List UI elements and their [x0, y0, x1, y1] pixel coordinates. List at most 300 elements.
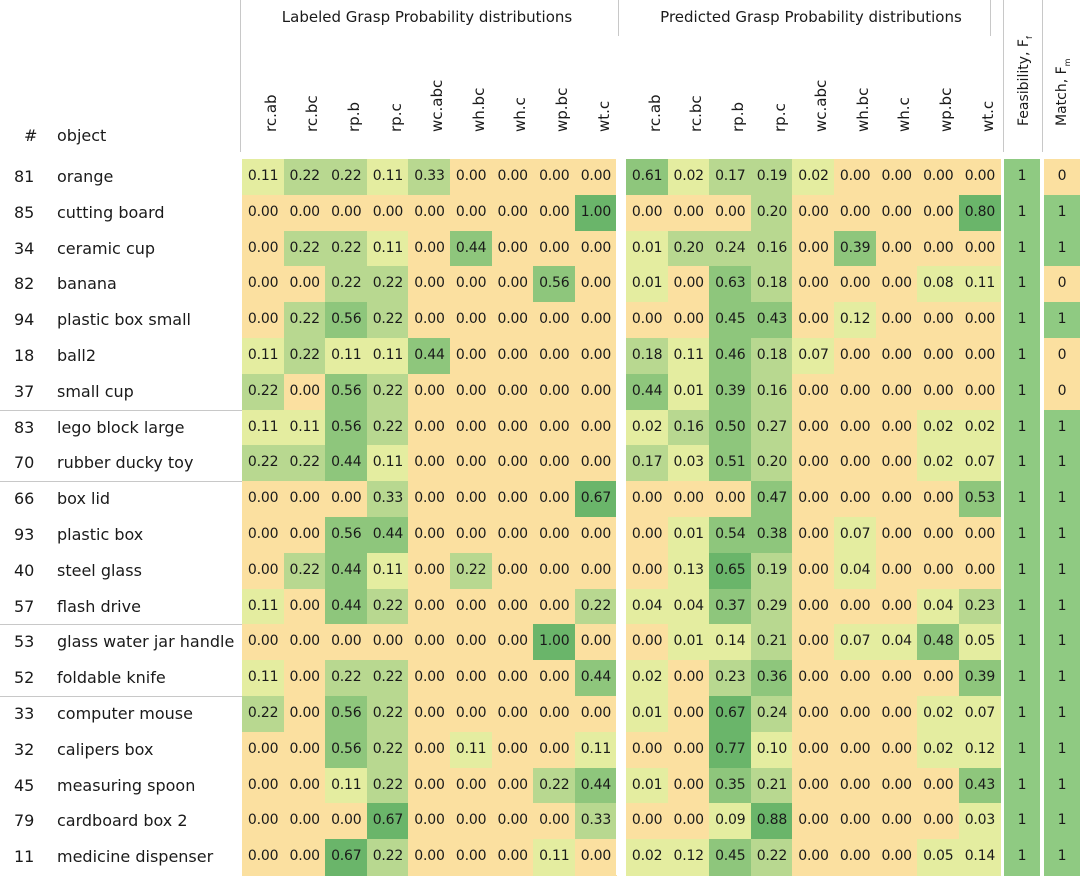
header-divider — [1003, 0, 1004, 152]
predicted-cell: 0.01 — [668, 517, 710, 553]
predicted-cell: 0.63 — [709, 266, 751, 302]
labeled-cell: 0.11 — [533, 839, 575, 875]
predicted-cell: 0.38 — [751, 517, 793, 553]
predicted-cell: 0.39 — [959, 660, 1001, 696]
predicted-group-title: Predicted Grasp Probability distributions — [660, 8, 962, 26]
predicted-col-header-label: rp.c — [770, 103, 789, 132]
predicted-cell: 0.00 — [668, 696, 710, 732]
predicted-cell: 0.00 — [668, 660, 710, 696]
labeled-cell: 0.00 — [533, 660, 575, 696]
labeled-cell: 0.00 — [367, 624, 409, 660]
labeled-cell: 0.00 — [533, 732, 575, 768]
predicted-cell: 0.07 — [959, 696, 1001, 732]
predicted-cell: 0.00 — [876, 159, 918, 195]
labeled-cell: 0.56 — [325, 517, 367, 553]
predicted-cell: 0.00 — [668, 302, 710, 338]
labeled-cell: 0.00 — [533, 445, 575, 481]
predicted-cell: 0.37 — [709, 589, 751, 625]
labeled-cell: 0.00 — [284, 803, 326, 839]
labeled-cell: 0.22 — [325, 159, 367, 195]
labeled-col-header-label: rp.c — [386, 103, 405, 132]
predicted-cell: 0.00 — [668, 266, 710, 302]
row-number: 57 — [14, 596, 35, 616]
predicted-cell: 0.65 — [709, 553, 751, 589]
row-object: plastic box small — [57, 310, 191, 330]
labeled-cell: 0.00 — [408, 696, 450, 732]
labeled-cell: 0.11 — [367, 553, 409, 589]
row-object: glass water jar handle — [57, 632, 235, 652]
predicted-cell: 0.18 — [626, 338, 668, 374]
labeled-cell: 0.22 — [284, 338, 326, 374]
predicted-cell: 0.00 — [792, 445, 834, 481]
header-divider — [618, 0, 619, 36]
labeled-cell: 0.00 — [408, 374, 450, 410]
predicted-cell: 0.00 — [792, 696, 834, 732]
match-cell: 1 — [1044, 624, 1080, 660]
predicted-cell: 0.48 — [917, 624, 959, 660]
labeled-cell: 0.00 — [492, 553, 534, 589]
labeled-cell: 0.00 — [492, 803, 534, 839]
labeled-cell: 0.22 — [367, 696, 409, 732]
labeled-cell: 0.11 — [367, 445, 409, 481]
predicted-cell: 0.00 — [626, 553, 668, 589]
predicted-cell: 0.53 — [959, 481, 1001, 517]
labeled-cell: 0.00 — [533, 195, 575, 231]
row-number: 85 — [14, 202, 35, 222]
predicted-cell: 0.01 — [626, 231, 668, 267]
labeled-col-header — [242, 36, 284, 152]
labeled-cell: 0.00 — [575, 624, 617, 660]
row-object: calipers box — [57, 739, 154, 759]
labeled-cell: 0.00 — [450, 338, 492, 374]
predicted-cell: 0.00 — [917, 803, 959, 839]
predicted-cell: 0.01 — [668, 374, 710, 410]
labeled-col-header — [408, 36, 450, 152]
predicted-cell: 0.00 — [834, 481, 876, 517]
labeled-col-header — [325, 36, 367, 152]
predicted-cell: 0.44 — [626, 374, 668, 410]
row-number: 34 — [14, 238, 35, 258]
predicted-cell: 0.16 — [668, 410, 710, 446]
predicted-cell: 0.19 — [751, 553, 793, 589]
labeled-cell: 0.00 — [533, 553, 575, 589]
predicted-cell: 0.00 — [876, 517, 918, 553]
labeled-cell: 0.22 — [242, 445, 284, 481]
predicted-cell: 0.00 — [834, 803, 876, 839]
match-cell: 1 — [1044, 553, 1080, 589]
labeled-cell: 0.00 — [242, 517, 284, 553]
labeled-cell: 0.00 — [284, 374, 326, 410]
predicted-cell: 0.02 — [626, 660, 668, 696]
feasibility-cell: 1 — [1004, 839, 1040, 875]
predicted-cell: 0.00 — [876, 410, 918, 446]
row-group-divider — [0, 624, 242, 625]
feasibility-cell: 1 — [1004, 803, 1040, 839]
labeled-col-header-label: wp.bc — [552, 87, 571, 132]
predicted-cell: 0.00 — [959, 231, 1001, 267]
predicted-cell: 0.00 — [876, 445, 918, 481]
row-object: small cup — [57, 381, 134, 401]
row-object: flash drive — [57, 596, 141, 616]
predicted-cell: 0.00 — [834, 445, 876, 481]
labeled-cell: 0.00 — [575, 374, 617, 410]
labeled-cell: 0.44 — [367, 517, 409, 553]
predicted-cell: 0.07 — [834, 624, 876, 660]
labeled-cell: 0.67 — [325, 839, 367, 875]
row-number: 83 — [14, 417, 35, 437]
labeled-cell: 0.33 — [575, 803, 617, 839]
labeled-cell: 0.11 — [242, 410, 284, 446]
labeled-cell: 0.56 — [325, 374, 367, 410]
predicted-cell: 0.00 — [626, 481, 668, 517]
labeled-cell: 1.00 — [533, 624, 575, 660]
feasibility-cell: 1 — [1004, 553, 1040, 589]
feasibility-cell: 1 — [1004, 696, 1040, 732]
labeled-cell: 0.00 — [492, 624, 534, 660]
predicted-col-header — [959, 36, 1001, 152]
predicted-cell: 0.00 — [917, 517, 959, 553]
row-object: ball2 — [57, 346, 97, 365]
labeled-group-title: Labeled Grasp Probability distributions — [281, 8, 573, 26]
labeled-cell: 0.00 — [492, 159, 534, 195]
labeled-cell: 0.22 — [367, 660, 409, 696]
predicted-cell: 0.00 — [917, 660, 959, 696]
predicted-cell: 0.45 — [709, 839, 751, 875]
labeled-cell: 0.22 — [367, 374, 409, 410]
row-number: 94 — [14, 310, 35, 330]
predicted-cell: 0.18 — [751, 266, 793, 302]
labeled-cell: 0.00 — [325, 481, 367, 517]
row-object: steel glass — [57, 560, 142, 580]
predicted-cell: 0.43 — [751, 302, 793, 338]
predicted-cell: 0.01 — [626, 696, 668, 732]
predicted-cell: 0.50 — [709, 410, 751, 446]
predicted-cell: 0.00 — [917, 231, 959, 267]
labeled-cell: 0.22 — [242, 374, 284, 410]
predicted-cell: 0.00 — [876, 803, 918, 839]
predicted-cell: 0.00 — [959, 553, 1001, 589]
labeled-col-header-label: wt.c — [594, 100, 613, 132]
predicted-cell: 0.04 — [917, 589, 959, 625]
predicted-cell: 0.00 — [876, 266, 918, 302]
predicted-cell: 0.02 — [917, 410, 959, 446]
labeled-cell: 0.00 — [533, 231, 575, 267]
labeled-cell: 0.00 — [242, 553, 284, 589]
predicted-col-header — [792, 36, 834, 152]
predicted-cell: 0.00 — [834, 732, 876, 768]
predicted-cell: 0.00 — [834, 589, 876, 625]
row-number: 93 — [14, 525, 35, 544]
row-group-divider — [0, 410, 242, 411]
labeled-cell: 0.00 — [325, 195, 367, 231]
predicted-cell: 0.00 — [668, 768, 710, 804]
predicted-cell: 0.00 — [959, 302, 1001, 338]
header-divider — [990, 0, 991, 36]
labeled-cell: 0.00 — [533, 410, 575, 446]
labeled-cell: 0.44 — [450, 231, 492, 267]
labeled-cell: 0.00 — [492, 768, 534, 804]
predicted-col-header-label: rp.b — [728, 102, 747, 132]
predicted-cell: 0.05 — [917, 839, 959, 875]
predicted-cell: 0.39 — [834, 231, 876, 267]
predicted-cell: 0.17 — [626, 445, 668, 481]
match-cell: 1 — [1044, 481, 1080, 517]
predicted-cell: 0.16 — [751, 374, 793, 410]
feasibility-header — [1004, 36, 1040, 152]
predicted-cell: 0.21 — [751, 768, 793, 804]
labeled-cell: 0.00 — [450, 589, 492, 625]
row-object: rubber ducky toy — [57, 453, 194, 473]
predicted-cell: 0.00 — [792, 410, 834, 446]
labeled-cell: 0.00 — [575, 445, 617, 481]
labeled-cell: 0.00 — [242, 231, 284, 267]
labeled-cell: 0.00 — [450, 481, 492, 517]
labeled-cell: 0.00 — [492, 338, 534, 374]
predicted-cell: 0.20 — [751, 195, 793, 231]
labeled-cell: 0.00 — [284, 839, 326, 875]
labeled-cell: 0.00 — [408, 517, 450, 553]
labeled-cell: 0.00 — [492, 410, 534, 446]
predicted-cell: 0.03 — [959, 803, 1001, 839]
labeled-cell: 0.11 — [242, 159, 284, 195]
labeled-cell: 0.00 — [284, 660, 326, 696]
row-object: plastic box — [57, 525, 144, 544]
labeled-cell: 0.00 — [492, 589, 534, 625]
labeled-cell: 0.00 — [408, 410, 450, 446]
predicted-cell: 0.00 — [959, 374, 1001, 410]
predicted-cell: 0.54 — [709, 517, 751, 553]
labeled-cell: 0.00 — [450, 266, 492, 302]
predicted-cell: 0.21 — [751, 624, 793, 660]
labeled-cell: 0.00 — [408, 553, 450, 589]
predicted-cell: 0.00 — [834, 768, 876, 804]
labeled-cell: 0.22 — [367, 839, 409, 875]
labeled-cell: 0.00 — [575, 553, 617, 589]
predicted-cell: 0.00 — [959, 517, 1001, 553]
feasibility-cell: 1 — [1004, 195, 1040, 231]
match-cell: 0 — [1044, 159, 1080, 195]
labeled-cell: 0.00 — [242, 481, 284, 517]
predicted-cell: 0.00 — [959, 338, 1001, 374]
row-object: measuring spoon — [57, 775, 196, 795]
feasibility-cell: 1 — [1004, 589, 1040, 625]
labeled-cell: 0.00 — [450, 624, 492, 660]
match-cell: 1 — [1044, 732, 1080, 768]
labeled-cell: 0.11 — [242, 660, 284, 696]
labeled-cell: 0.22 — [575, 589, 617, 625]
labeled-cell: 0.00 — [450, 374, 492, 410]
predicted-cell: 0.17 — [709, 159, 751, 195]
predicted-cell: 0.00 — [668, 481, 710, 517]
labeled-cell: 0.67 — [575, 481, 617, 517]
match-cell: 1 — [1044, 410, 1080, 446]
labeled-cell: 0.33 — [408, 159, 450, 195]
labeled-cell: 0.00 — [533, 338, 575, 374]
predicted-cell: 0.05 — [959, 624, 1001, 660]
predicted-cell: 0.20 — [751, 445, 793, 481]
predicted-cell: 0.00 — [792, 195, 834, 231]
predicted-col-header-label: wh.c — [895, 97, 914, 132]
labeled-cell: 0.22 — [367, 266, 409, 302]
row-object: orange — [57, 167, 114, 186]
predicted-cell: 0.36 — [751, 660, 793, 696]
labeled-cell: 0.11 — [242, 338, 284, 374]
predicted-cell: 0.00 — [626, 195, 668, 231]
labeled-cell: 0.11 — [450, 732, 492, 768]
row-number: 32 — [14, 739, 35, 759]
labeled-cell: 0.00 — [284, 195, 326, 231]
match-cell: 1 — [1044, 517, 1080, 553]
labeled-cell: 0.44 — [325, 445, 367, 481]
labeled-cell: 0.00 — [492, 517, 534, 553]
labeled-cell: 0.00 — [492, 266, 534, 302]
predicted-cell: 0.00 — [668, 195, 710, 231]
predicted-cell: 0.01 — [626, 768, 668, 804]
predicted-cell: 0.00 — [834, 195, 876, 231]
labeled-cell: 0.11 — [284, 410, 326, 446]
labeled-cell: 0.22 — [284, 231, 326, 267]
labeled-cell: 0.00 — [575, 410, 617, 446]
predicted-cell: 0.08 — [917, 266, 959, 302]
feasibility-cell: 1 — [1004, 624, 1040, 660]
labeled-cell: 0.00 — [492, 195, 534, 231]
predicted-cell: 0.02 — [917, 732, 959, 768]
predicted-cell: 0.43 — [959, 768, 1001, 804]
predicted-cell: 0.00 — [917, 481, 959, 517]
predicted-cell: 0.18 — [751, 338, 793, 374]
predicted-cell: 0.04 — [834, 553, 876, 589]
feasibility-cell: 1 — [1004, 410, 1040, 446]
labeled-cell: 0.11 — [242, 589, 284, 625]
labeled-col-header — [450, 36, 492, 152]
labeled-cell: 0.00 — [533, 696, 575, 732]
predicted-col-header-label: wp.bc — [936, 87, 955, 132]
labeled-cell: 0.00 — [450, 302, 492, 338]
predicted-cell: 0.61 — [626, 159, 668, 195]
feasibility-cell: 1 — [1004, 338, 1040, 374]
labeled-cell: 0.00 — [533, 803, 575, 839]
labeled-cell: 0.22 — [533, 768, 575, 804]
predicted-cell: 0.00 — [917, 553, 959, 589]
labeled-cell: 0.44 — [325, 553, 367, 589]
labeled-cell: 0.00 — [367, 195, 409, 231]
row-group-divider — [0, 696, 242, 697]
match-cell: 1 — [1044, 839, 1080, 875]
predicted-cell: 0.00 — [626, 624, 668, 660]
labeled-cell: 0.00 — [450, 159, 492, 195]
labeled-cell: 0.00 — [284, 481, 326, 517]
labeled-cell: 0.00 — [242, 302, 284, 338]
predicted-cell: 0.00 — [792, 660, 834, 696]
predicted-cell: 0.04 — [876, 624, 918, 660]
match-cell: 1 — [1044, 589, 1080, 625]
labeled-col-header-label: rc.ab — [261, 94, 280, 132]
labeled-cell: 0.00 — [408, 803, 450, 839]
labeled-col-header — [284, 36, 326, 152]
feasibility-cell: 1 — [1004, 445, 1040, 481]
predicted-cell: 0.00 — [834, 696, 876, 732]
predicted-cell: 0.00 — [876, 732, 918, 768]
labeled-cell: 0.00 — [284, 768, 326, 804]
labeled-cell: 0.22 — [367, 302, 409, 338]
labeled-cell: 0.11 — [325, 338, 367, 374]
predicted-cell: 0.23 — [709, 660, 751, 696]
group-gap — [616, 159, 626, 875]
labeled-cell: 0.44 — [575, 768, 617, 804]
predicted-cell: 0.00 — [834, 410, 876, 446]
row-number: 33 — [14, 704, 35, 723]
header-divider — [240, 0, 241, 152]
labeled-col-header-label: rp.b — [344, 102, 363, 132]
match-cell: 1 — [1044, 302, 1080, 338]
row-object: banana — [57, 274, 117, 294]
labeled-cell: 0.00 — [242, 195, 284, 231]
feasibility-cell: 1 — [1004, 517, 1040, 553]
num-header: # — [24, 126, 38, 145]
predicted-cell: 0.23 — [959, 589, 1001, 625]
row-object: foldable knife — [57, 668, 166, 688]
predicted-cell: 0.00 — [792, 589, 834, 625]
labeled-cell: 0.00 — [284, 266, 326, 302]
labeled-cell: 0.00 — [533, 589, 575, 625]
feasibility-cell: 1 — [1004, 374, 1040, 410]
match-cell: 0 — [1044, 374, 1080, 410]
predicted-col-header-label: wt.c — [978, 100, 997, 132]
row-object: medicine dispenser — [57, 847, 214, 867]
feasibility-label: Feasibility, F — [1016, 39, 1032, 127]
predicted-cell: 0.00 — [834, 839, 876, 875]
predicted-cell: 0.00 — [709, 195, 751, 231]
match-cell: 1 — [1044, 768, 1080, 804]
labeled-cell: 0.00 — [284, 732, 326, 768]
labeled-cell: 0.00 — [533, 517, 575, 553]
predicted-col-header-label: wc.abc — [812, 79, 831, 132]
labeled-cell: 0.00 — [408, 768, 450, 804]
predicted-cell: 0.16 — [751, 231, 793, 267]
labeled-cell: 0.11 — [575, 732, 617, 768]
labeled-cell: 0.00 — [408, 231, 450, 267]
labeled-cell: 0.00 — [408, 624, 450, 660]
predicted-cell: 0.02 — [792, 159, 834, 195]
predicted-cell: 0.00 — [626, 732, 668, 768]
feasibility-cell: 1 — [1004, 732, 1040, 768]
labeled-cell: 0.00 — [325, 624, 367, 660]
match-cell: 1 — [1044, 660, 1080, 696]
predicted-cell: 0.04 — [668, 589, 710, 625]
predicted-cell: 0.51 — [709, 445, 751, 481]
predicted-cell: 0.46 — [709, 338, 751, 374]
labeled-col-header — [575, 36, 617, 152]
labeled-cell: 0.22 — [367, 410, 409, 446]
labeled-cell: 0.00 — [408, 732, 450, 768]
labeled-col-header-label: wc.abc — [428, 79, 447, 132]
predicted-cell: 0.88 — [751, 803, 793, 839]
feasibility-cell: 1 — [1004, 768, 1040, 804]
predicted-cell: 0.01 — [626, 266, 668, 302]
feasibility-cell: 1 — [1004, 159, 1040, 195]
labeled-cell: 0.00 — [450, 660, 492, 696]
labeled-cell: 0.00 — [450, 445, 492, 481]
predicted-cell: 0.07 — [834, 517, 876, 553]
predicted-cell: 0.00 — [917, 768, 959, 804]
predicted-cell: 0.45 — [709, 302, 751, 338]
labeled-cell: 0.00 — [325, 803, 367, 839]
match-cell: 0 — [1044, 266, 1080, 302]
predicted-cell: 0.00 — [792, 481, 834, 517]
row-object: computer mouse — [57, 704, 193, 723]
predicted-cell: 0.00 — [626, 803, 668, 839]
predicted-cell: 0.00 — [959, 159, 1001, 195]
